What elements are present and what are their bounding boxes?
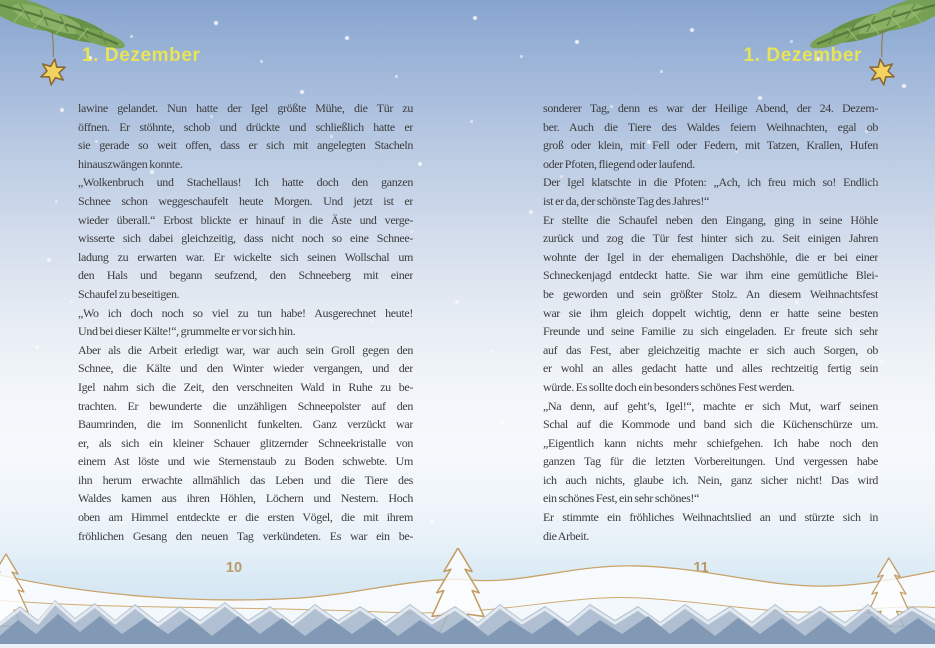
text-line: lawine gelandet. Nun hatte der Igel größte Mühe, die Tür zu	[78, 101, 413, 115]
text-line: trachten. Er bewunderte die unzähligen Schneepolster auf den	[78, 398, 413, 413]
story-text-right	[543, 99, 878, 545]
text-line: wieder überall.“ Erbost blickte er hinauf in die Äste und verge-	[78, 212, 413, 227]
text-line: sonderer Tag, denn es war der Heilige Abend, der 24. Dezem-	[543, 101, 878, 115]
story-text-left	[78, 99, 413, 545]
text-line: er, als sich ein kleiner Schauer glitzernder Schneekristalle von	[78, 435, 413, 450]
text-line: war sie ihm gleich doppelt wichtig, denn er hatte seine besten	[543, 305, 878, 320]
text-line: ist er da, der schönste Tag des Jahres!“	[543, 193, 709, 208]
text-line: Schnee, die Kälte und den Winter wieder vergangen, und der	[78, 361, 413, 376]
text-line: sie gerade so weit offen, dass er sich mit angelegten Stacheln	[78, 138, 413, 153]
text-line: „Wo ich doch noch so viel zu tun habe! Ausgerechnet heute!	[78, 305, 413, 320]
text-line: Und bei dieser Kälte!“, grummelte er vor sich hin.	[78, 324, 296, 339]
text-line: den Hals und begann seufzend, den Schneeberg mit einer	[78, 268, 413, 283]
text-line: Schnee schon weggeschaufelt heute Morgen. Und jetzt ist er	[78, 193, 413, 208]
text-line: Schal auf die Kommode und band sich die Küchenschürze um.	[543, 417, 878, 432]
text-line: die Arbeit.	[543, 528, 590, 543]
ornament-string	[882, 30, 883, 57]
text-line: ich auch nichts, glaube ich. Nein, ganz sicher nicht! Das wird	[543, 472, 878, 487]
text-line: ladung zu erwarten war. Er wickelte sich seinen Wollschal um	[78, 249, 413, 264]
text-line: ein schönes Fest, ein sehr schönes!“	[543, 491, 700, 506]
text-line: groß oder klein, mit Fell oder Federn, mit Tatzen, Krallen, Hufen	[543, 138, 878, 153]
text-line: Waldes kamen aus ihren Höhlen, Löchern und Nestern. Hoch	[78, 491, 413, 506]
text-line: Aber als die Arbeit erledigt war, war auch sein Groll gegen den	[78, 342, 413, 357]
text-line: ganzen Tag für die letzten Vorbereitungen. Und vergessen habe	[543, 454, 878, 469]
text-line: Schaufel zu beseitigen.	[78, 286, 180, 301]
text-line: wisserte sich dabei gleichzeitig, dass nicht noch so eine Schnee-	[78, 231, 413, 246]
text-line: Igel nahm sich die Zeit, den verschneiten Wald in Ruhe zu be-	[78, 379, 413, 394]
text-line: Er stimmte ein fröhliches Weihnachtslied an und stürzte sich in	[543, 510, 878, 525]
text-line: Baumrinden, die im Sonnenlicht funkelten. Ganz verzückt war	[78, 417, 413, 432]
foreground-snow	[0, 644, 935, 648]
star-ornament-icon	[869, 58, 895, 87]
star-ornament-icon	[40, 58, 66, 87]
text-line: „Na denn, auf geht’s, Igel!“, machte er sich Mut, warf seinen	[543, 398, 878, 413]
text-line: wohnte der Igel in der ehemaligen Dachshöhle, die er bei einer	[543, 249, 878, 264]
text-line: „Eigentlich kann nichts mehr schiefgehen. Ich habe noch den	[543, 435, 878, 450]
text-line: auf das Fest, aber gleichzeitig machte er sich auch Sorgen, ob	[543, 342, 878, 357]
text-line: Der Igel klatschte in die Pfoten: „Ach, ich freu mich so! Endlich	[543, 175, 878, 190]
text-line: würde. Es sollte doch ein besonders schönes Fest werden.	[543, 379, 795, 394]
text-line: einem Ast löste und wie Sternenstaub zu Boden schwebte. Um	[78, 454, 413, 469]
text-line: oder Pfoten, fliegend oder laufend.	[543, 156, 695, 171]
text-line: ihn herum erwachte allmählich das Leben und die Tiere des	[78, 472, 413, 487]
text-line: fröhlichen Gesang den neuen Tag verkündeten. Es war ein be-	[78, 528, 413, 543]
text-line: be geworden und sein größter Stolz. An diesem Weihnachtsfest	[543, 286, 878, 301]
chapter-header-left: 1. Dezember	[82, 45, 201, 66]
text-line: oben am Himmel entdeckte er die ersten Vögel, die mit ihrem	[78, 510, 413, 525]
text-line: hinauszwängen konnte.	[78, 156, 183, 171]
text-line: er wohl an alles gedacht hatte und alles rechtzeitig fertig sein	[543, 361, 878, 376]
ornament-string	[52, 30, 53, 57]
text-line: Schneckenjagd entdeckt hatte. Sie war ihm eine gemütliche Blei-	[543, 268, 878, 283]
text-line: öffnen. Er stöhnte, schob und drückte und schließlich hatte er	[78, 119, 413, 134]
text-line: ber. Auch die Tiere des Waldes feiern Weihnachten, egal ob	[543, 119, 878, 134]
text-line: „Wolkenbruch und Stachellaus! Ich hatte doch den ganzen	[78, 175, 413, 190]
text-line: zurück und zog die Tür fest hinter sich zu. Seit einigen Jahren	[543, 231, 878, 246]
text-line: Freunde und seine Familie zu sich eingeladen. Er freute sich sehr	[543, 324, 878, 339]
chapter-header-right: 1. Dezember	[743, 45, 862, 66]
text-line: Er stellte die Schaufel neben den Eingang, ging in seine Höhle	[543, 212, 878, 227]
winter-forest-illustration	[0, 548, 935, 648]
